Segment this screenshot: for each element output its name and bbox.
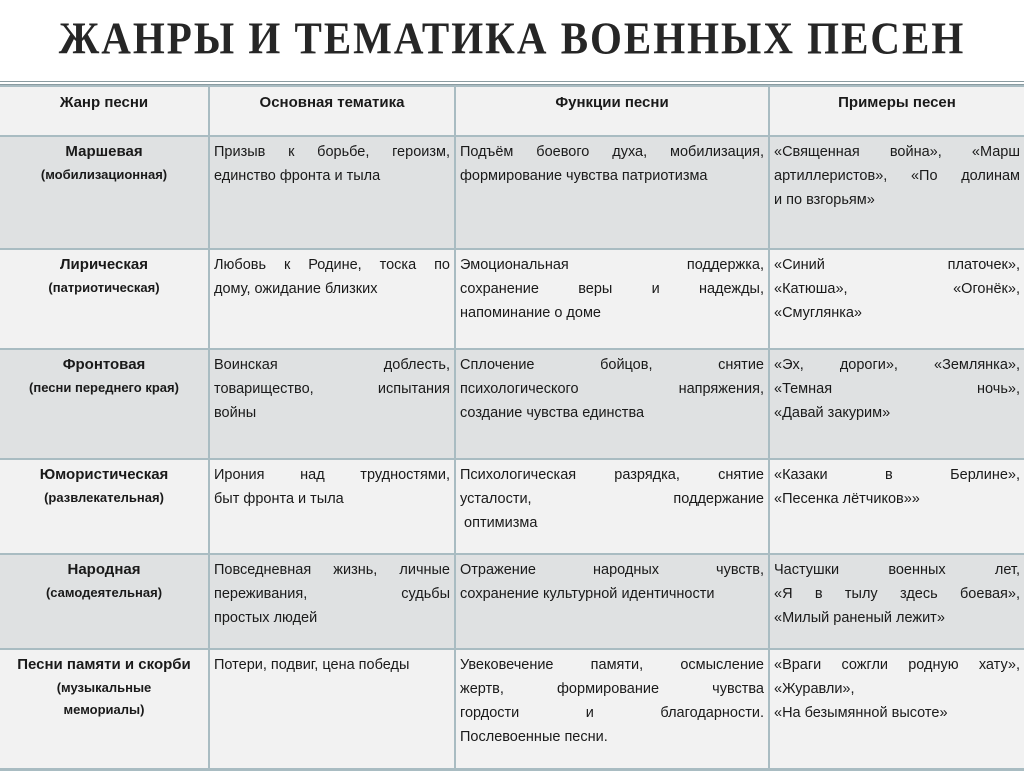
table-header — [0, 86, 1024, 136]
examples-line: и по взгорьям» — [774, 192, 875, 208]
function-cell — [455, 459, 769, 554]
examples-cell — [769, 249, 1024, 349]
genre-subtitle: (самодеятельная) — [45, 585, 163, 600]
genre-subtitle: (мобилизационная) — [40, 167, 168, 182]
function-line: оптимизма — [460, 515, 538, 531]
theme-cell — [209, 136, 455, 249]
theme-line: переживания, судьбы — [214, 586, 450, 602]
table-row — [0, 459, 1024, 554]
function-line: Подъём боевого духа, мобилизация, — [460, 144, 764, 160]
examples-line: «Катюша», «Огонёк», — [774, 281, 1020, 297]
function-line: Отражение народных чувств, — [460, 562, 764, 578]
function-cell — [455, 249, 769, 349]
table-row — [0, 554, 1024, 649]
function-line: напоминание о доме — [460, 305, 601, 321]
theme-line: Повседневная жизнь, личные — [214, 562, 450, 578]
theme-cell — [209, 649, 455, 769]
theme-line: Призыв к борьбе, героизм, — [214, 144, 450, 160]
function-line: жертв, формирование чувства — [460, 681, 764, 697]
genre-name: Юмористическая — [39, 466, 169, 483]
genre-cell — [0, 136, 209, 249]
header-theme: Основная тематика — [209, 86, 455, 136]
function-cell — [455, 554, 769, 649]
table-row — [0, 249, 1024, 349]
genre-name: Лирическая — [60, 256, 148, 273]
theme-line: товарищество, испытания — [214, 381, 450, 397]
examples-line: «Смуглянка» — [774, 305, 862, 321]
genre-name: Фронтовая — [62, 356, 146, 373]
function-cell — [455, 649, 769, 769]
genre-name: Песни памяти и скорби — [17, 656, 191, 673]
theme-line: единство фронта и тыла — [214, 168, 381, 184]
genre-cell — [0, 649, 209, 769]
function-line: сохранение веры и надежды, — [460, 281, 764, 297]
function-line: гордости и благодарности. — [460, 705, 764, 721]
function-line: усталости, поддержание — [460, 491, 764, 507]
genre-subtitle: (патриотическая) — [48, 280, 160, 295]
examples-line: Частушки военных лет, — [774, 562, 1020, 578]
genre-cell — [0, 554, 209, 649]
header-function: Функции песни — [455, 86, 769, 136]
genre-subtitle: (развлекательная) — [44, 490, 164, 505]
examples-line: «Синий платочек», — [774, 257, 1020, 273]
examples-line: «Эх, дороги», «Землянка», — [774, 357, 1020, 373]
theme-cell — [209, 349, 455, 459]
theme-line: простых людей — [214, 610, 318, 626]
function-line: Эмоциональная поддержка, — [460, 257, 764, 273]
theme-line: быт фронта и тыла — [214, 491, 344, 507]
function-line: Увековечение памяти, осмысление — [460, 657, 764, 673]
table-row — [0, 649, 1024, 769]
function-line: создание чувства единства — [460, 405, 645, 421]
genre-name: Маршевая — [65, 143, 143, 160]
function-line: сохранение культурной идентичности — [460, 586, 715, 602]
examples-cell — [769, 554, 1024, 649]
theme-line: дому, ожидание близких — [214, 281, 378, 297]
theme-line: Ирония над трудностями, — [214, 467, 450, 483]
examples-line: «Священная война», «Марш — [774, 144, 1020, 160]
genre-cell — [0, 349, 209, 459]
examples-cell — [769, 649, 1024, 769]
header-row — [0, 86, 1024, 136]
theme-line: Потери, подвиг, цена победы — [214, 657, 410, 673]
examples-line: «Я в тылу здесь боевая», — [774, 586, 1020, 602]
theme-line: войны — [214, 405, 257, 421]
genre-cell — [0, 459, 209, 554]
table-body — [0, 136, 1024, 769]
genre-name: Народная — [67, 561, 141, 578]
examples-cell — [769, 136, 1024, 249]
examples-line: «Милый раненый лежит» — [774, 610, 945, 626]
genre-subtitle: (музыкальные мемориалы) — [56, 680, 152, 717]
examples-line: «На безымянной высоте» — [774, 705, 948, 721]
theme-line: Воинская доблесть, — [214, 357, 450, 373]
genres-table — [0, 85, 1024, 771]
examples-line: артиллеристов», «По долинам — [774, 168, 1020, 184]
function-line: формирование чувства патриотизма — [460, 168, 708, 184]
page-title: ЖАНРЫ И ТЕМАТИКА ВОЕННЫХ ПЕСЕН — [58, 12, 966, 64]
header-examples: Примеры песен — [769, 86, 1024, 136]
genre-subtitle: (песни переднего края) — [29, 380, 179, 395]
genres-table-container — [0, 81, 1024, 771]
theme-cell — [209, 554, 455, 649]
examples-line: «Журавли», — [774, 681, 855, 697]
function-cell — [455, 349, 769, 459]
function-line: Психологическая разрядка, снятие — [460, 467, 764, 483]
examples-cell — [769, 459, 1024, 554]
examples-line: «Давай закурим» — [774, 405, 891, 421]
examples-line: «Песенка лётчиков»» — [774, 491, 920, 507]
examples-line: «Враги сожгли родную хату», — [774, 657, 1020, 673]
header-genre: Жанр песни — [0, 86, 209, 136]
function-line: Сплочение бойцов, снятие — [460, 357, 764, 373]
genre-cell — [0, 249, 209, 349]
theme-cell — [209, 249, 455, 349]
examples-line: «Казаки в Берлине», — [774, 467, 1020, 483]
function-line: психологического напряжения, — [460, 381, 764, 397]
examples-cell — [769, 349, 1024, 459]
function-cell — [455, 136, 769, 249]
table-row — [0, 136, 1024, 249]
function-line: Послевоенные песни. — [460, 729, 608, 745]
theme-line: Любовь к Родине, тоска по — [214, 257, 450, 273]
table-row — [0, 349, 1024, 459]
theme-cell — [209, 459, 455, 554]
examples-line: «Темная ночь», — [774, 381, 1020, 397]
